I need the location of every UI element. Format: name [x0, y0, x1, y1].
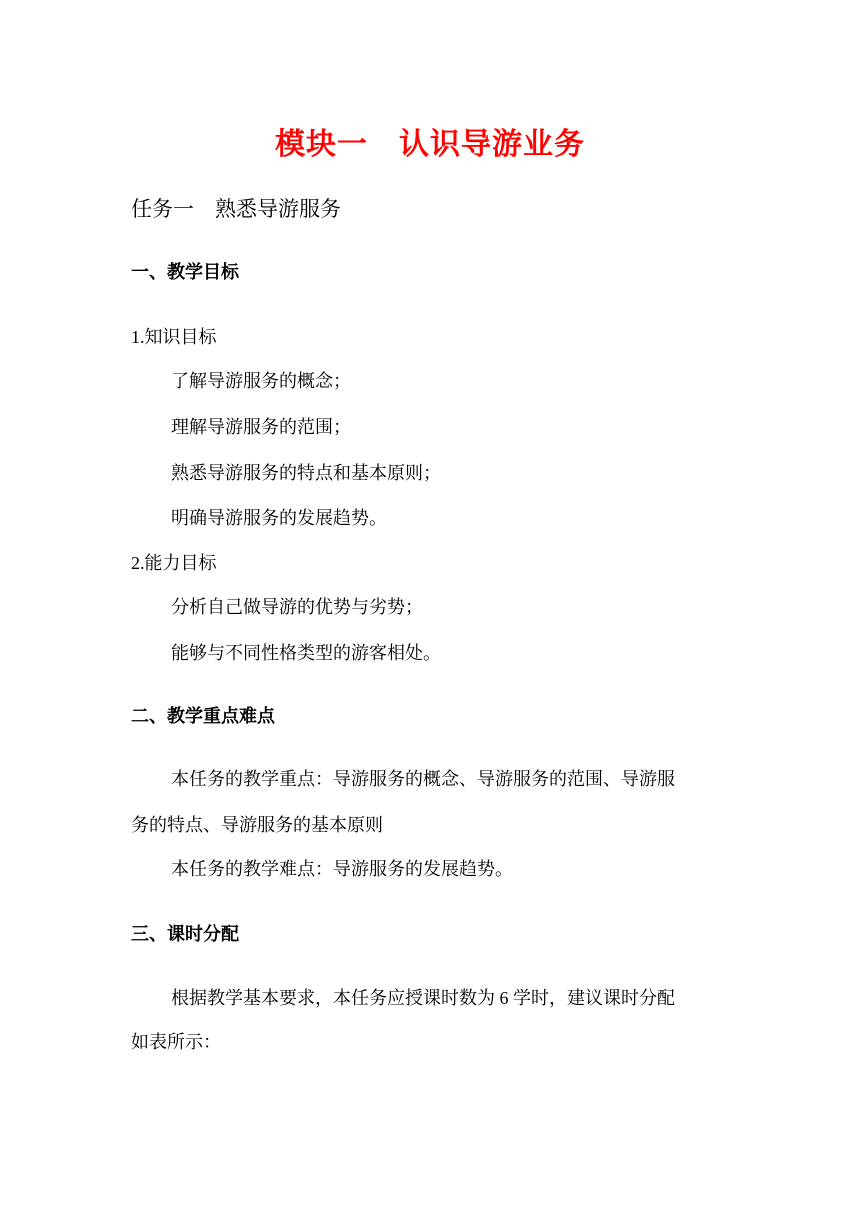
ability-goal-item: 能够与不同性格类型的游客相处。 [171, 643, 441, 664]
section-heading-teaching-goals: 一、教学目标 [131, 262, 239, 283]
key-points-text-continued: 务的特点、导游服务的基本原则 [131, 815, 383, 836]
hours-paragraph-continued: 如表所示： [131, 1032, 221, 1053]
hours-count: 6 [495, 988, 513, 1008]
ability-goals-label [131, 554, 217, 573]
ability-goal-item: 分析自己做导游的优势与劣势； [171, 597, 423, 618]
knowledge-goals-text: 知识目标 [144, 327, 217, 348]
key-points-text: 本任务的教学重点：导游服务的概念、导游服务的范围、导游服 [171, 769, 675, 790]
difficulty-text: 本任务的教学难点：导游服务的发展趋势。 [171, 859, 513, 880]
section-heading-hours: 三、课时分配 [131, 924, 239, 945]
section-heading-key-points: 二、教学重点难点 [131, 706, 275, 727]
ability-goals-text: 能力目标 [144, 553, 217, 574]
knowledge-goals-number: 1. [131, 327, 145, 347]
knowledge-goal-item: 熟悉导游服务的特点和基本原则； [171, 463, 441, 484]
module-title: 模块一 认识导游业务 [275, 127, 585, 162]
knowledge-goal-item: 理解导游服务的范围； [171, 417, 351, 438]
ability-goals-number: 2. [131, 553, 145, 573]
knowledge-goal-item: 了解导游服务的概念； [171, 371, 351, 392]
task-title: 任务一 熟悉导游服务 [131, 197, 341, 221]
knowledge-goal-item: 明确导游服务的发展趋势。 [171, 508, 387, 529]
hours-paragraph-part1: 根据教学基本要求，本任务应授课时数为 [171, 988, 495, 1009]
hours-paragraph-part2: 学时，建议课时分配 [513, 988, 675, 1009]
knowledge-goals-label [131, 328, 217, 347]
hours-paragraph [171, 989, 675, 1008]
